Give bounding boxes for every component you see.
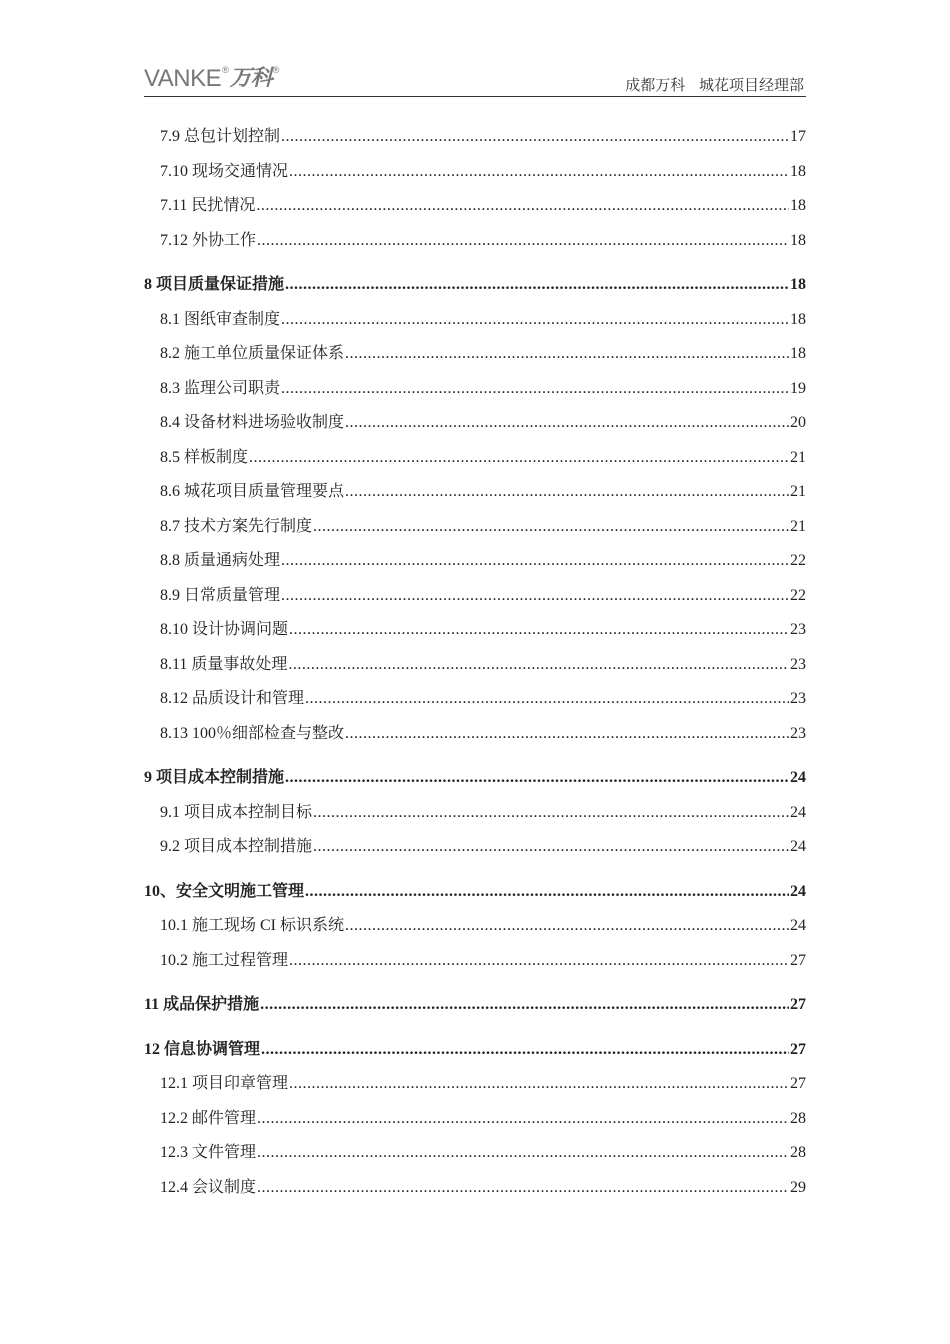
dot-leader	[289, 944, 789, 979]
toc-entry-label: 8.9 日常质量管理	[160, 586, 281, 604]
dot-leader	[285, 761, 789, 796]
toc-page-number: 24	[790, 803, 806, 821]
toc-section-entry[interactable]	[144, 406, 806, 441]
toc-entry-label: 7.9 总包计划控制	[160, 128, 281, 145]
toc-entry-label: 7.11 民扰情况	[160, 197, 256, 214]
dot-leader	[345, 909, 789, 944]
toc-entry-label: 8.3 监理公司职责	[160, 379, 281, 397]
toc-section-entry[interactable]	[144, 1171, 806, 1206]
toc-entry-label: 8.2 施工单位质量保证体系	[160, 345, 345, 362]
toc-entry-label: 7.10 现场交通情况	[160, 162, 289, 180]
toc-page-number: 24	[790, 769, 806, 786]
dot-leader	[313, 510, 789, 545]
toc-page-number: 18	[790, 310, 806, 328]
toc-page-number: 18	[790, 162, 806, 180]
toc-page-number: 18	[790, 345, 806, 362]
toc-section-entry[interactable]	[144, 796, 806, 831]
toc-entry-label: 8.5 样板制度	[160, 448, 249, 466]
toc-entry-label: 9.2 项目成本控制措施	[160, 838, 313, 855]
toc-entry-label: 8.7 技术方案先行制度	[160, 517, 313, 535]
toc-page-number: 24	[790, 838, 806, 855]
table-of-contents	[144, 120, 806, 1205]
toc-page-number: 21	[790, 448, 806, 466]
toc-entry-label: 8.6 城花项目质量管理要点	[160, 483, 345, 500]
toc-chapter-entry[interactable]	[144, 875, 806, 910]
page-header	[144, 64, 806, 97]
toc-section-entry[interactable]	[144, 579, 806, 614]
toc-page-number: 18	[790, 231, 806, 249]
toc-entry-label: 12.1 项目印章管理	[160, 1075, 289, 1092]
toc-page-number: 24	[790, 917, 806, 934]
dot-leader	[281, 544, 789, 579]
toc-section-entry[interactable]	[144, 682, 806, 717]
dot-leader	[345, 475, 789, 510]
toc-entry-label: 10.1 施工现场 CI 标识系统	[160, 917, 345, 934]
toc-page-number: 27	[790, 1075, 806, 1092]
toc-section-entry[interactable]	[144, 1136, 806, 1171]
dot-leader	[257, 1171, 789, 1206]
toc-section-entry[interactable]	[144, 303, 806, 338]
dot-leader	[289, 155, 789, 190]
dot-leader	[345, 337, 789, 372]
toc-entry-label: 7.12 外协工作	[160, 231, 257, 249]
toc-section-entry[interactable]	[144, 1102, 806, 1137]
toc-section-entry[interactable]	[144, 613, 806, 648]
dot-leader	[257, 224, 789, 259]
toc-section-entry[interactable]	[144, 830, 806, 865]
toc-section-entry[interactable]	[144, 441, 806, 476]
toc-section-entry[interactable]	[144, 909, 806, 944]
toc-entry-label: 12 信息协调管理	[144, 1040, 261, 1058]
toc-section-entry[interactable]	[144, 544, 806, 579]
dot-leader	[285, 268, 789, 303]
toc-page-number: 27	[790, 1040, 806, 1058]
toc-page-number: 29	[790, 1178, 806, 1196]
dot-leader	[257, 1102, 789, 1137]
toc-page-number: 24	[790, 882, 806, 900]
toc-entry-label: 8.10 设计协调问题	[160, 621, 289, 638]
toc-page-number: 27	[790, 951, 806, 969]
toc-section-entry[interactable]	[144, 648, 806, 683]
toc-entry-label: 9.1 项目成本控制目标	[160, 803, 313, 821]
dot-leader	[256, 189, 789, 224]
toc-entry-label: 12.3 文件管理	[160, 1144, 257, 1161]
toc-section-entry[interactable]	[144, 372, 806, 407]
toc-page-number: 27	[790, 996, 806, 1013]
toc-entry-label: 8 项目质量保证措施	[144, 276, 285, 293]
dot-leader	[281, 372, 789, 407]
logo-chinese-text: 万科	[229, 66, 272, 91]
logo-latin-text: VANKE	[144, 65, 222, 92]
toc-section-entry[interactable]	[144, 224, 806, 259]
dot-leader	[288, 648, 789, 683]
toc-entry-label: 8.4 设备材料进场验收制度	[160, 414, 345, 431]
dot-leader	[289, 613, 789, 648]
dot-leader	[257, 1136, 789, 1171]
toc-page-number: 23	[790, 621, 806, 638]
dot-leader	[281, 120, 789, 155]
toc-section-entry[interactable]	[144, 120, 806, 155]
toc-section-entry[interactable]	[144, 189, 806, 224]
toc-entry-label: 8.1 图纸审查制度	[160, 310, 281, 328]
dot-leader	[281, 579, 789, 614]
toc-entry-label: 9 项目成本控制措施	[144, 769, 285, 786]
toc-page-number: 21	[790, 517, 806, 535]
dot-leader	[289, 1067, 789, 1102]
toc-page-number: 19	[790, 379, 806, 397]
toc-section-entry[interactable]	[144, 337, 806, 372]
toc-entry-label: 12.4 会议制度	[160, 1178, 257, 1196]
toc-section-entry[interactable]	[144, 475, 806, 510]
toc-entry-label: 8.12 品质设计和管理	[160, 690, 305, 707]
toc-page-number: 18	[790, 276, 806, 293]
dot-leader	[261, 1033, 789, 1068]
dot-leader	[260, 988, 789, 1023]
registered-mark: ®	[222, 65, 229, 75]
toc-page-number: 22	[790, 552, 806, 569]
toc-page-number: 28	[790, 1109, 806, 1127]
toc-chapter-entry[interactable]	[144, 988, 806, 1023]
toc-page-number: 21	[790, 483, 806, 500]
dot-leader	[281, 303, 789, 338]
toc-entry-label: 10.2 施工过程管理	[160, 951, 289, 969]
toc-entry-label: 8.8 质量通病处理	[160, 552, 281, 569]
toc-page-number: 23	[790, 655, 806, 673]
toc-chapter-entry[interactable]	[144, 761, 806, 796]
registered-mark-2: ®	[272, 65, 280, 75]
toc-page-number: 22	[790, 586, 806, 604]
dot-leader	[345, 406, 789, 441]
toc-entry-label: 12.2 邮件管理	[160, 1109, 257, 1127]
dot-leader	[313, 830, 789, 865]
toc-page-number: 23	[790, 724, 806, 742]
toc-chapter-entry[interactable]	[144, 268, 806, 303]
toc-entry-label: 8.11 质量事故处理	[160, 655, 288, 673]
toc-page-number: 20	[790, 414, 806, 431]
toc-section-entry[interactable]	[144, 155, 806, 190]
dot-leader	[313, 796, 789, 831]
toc-section-entry[interactable]	[144, 1067, 806, 1102]
toc-entry-label: 8.13 100％细部检查与整改	[160, 724, 345, 742]
toc-chapter-entry[interactable]	[144, 1033, 806, 1068]
dot-leader	[249, 441, 789, 476]
toc-section-entry[interactable]	[144, 944, 806, 979]
organization-name: 成都万科 城花项目经理部	[625, 78, 804, 94]
dot-leader	[305, 875, 789, 910]
toc-page-number: 28	[790, 1144, 806, 1161]
toc-page-number: 23	[790, 690, 806, 707]
toc-entry-label: 10、安全文明施工管理	[144, 882, 305, 900]
toc-page-number: 17	[790, 128, 806, 145]
dot-leader	[305, 682, 789, 717]
toc-page-number: 18	[790, 197, 806, 214]
dot-leader	[345, 717, 789, 752]
vanke-logo	[144, 64, 280, 94]
toc-entry-label: 11 成品保护措施	[144, 996, 260, 1013]
toc-section-entry[interactable]	[144, 510, 806, 545]
toc-section-entry[interactable]	[144, 717, 806, 752]
